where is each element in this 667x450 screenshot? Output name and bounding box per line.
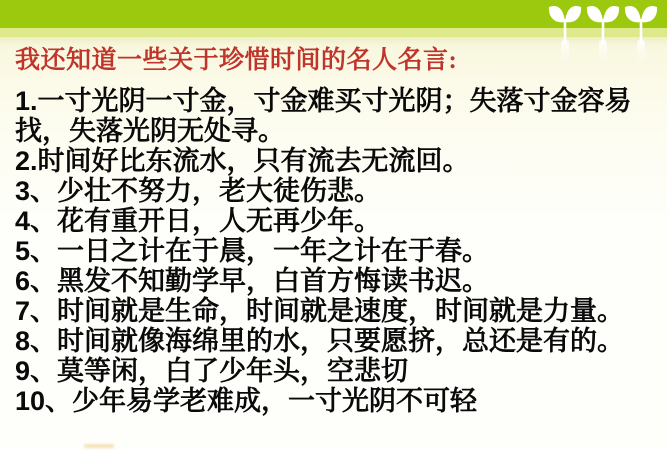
quote-line: 5、一日之计在于晨，一年之计在于春。 <box>15 236 490 266</box>
quote-line: 8、时间就像海绵里的水，只要愿挤，总还是有的。 <box>15 326 625 356</box>
seedling-stem-trail <box>637 40 645 64</box>
quote-line: 1.一寸光阴一寸金，寸金难买寸光阴；失落寸金容易 <box>15 86 632 116</box>
quote-line: 10、少年易学老难成，一寸光阴不可轻 <box>15 386 478 416</box>
quote-line: 找，失落光阴无处寻。 <box>15 116 285 146</box>
quote-line: 6、黑发不知勤学早，白首方悔读书迟。 <box>15 266 490 296</box>
seedling-stem-trail <box>599 40 607 64</box>
seedling-icon <box>623 2 659 64</box>
seedling-icon <box>585 2 621 64</box>
cutoff-text-artifact <box>84 444 114 448</box>
seedling-stem-trail <box>561 40 569 64</box>
quote-line: 4、花有重开日，人无再少年。 <box>15 206 382 236</box>
quote-line: 7、时间就是生命，时间就是速度，时间就是力量。 <box>15 296 625 326</box>
quote-line: 3、少壮不努力，老大徒伤悲。 <box>15 176 382 206</box>
page-title: 我还知道一些关于珍惜时间的名人名言: <box>15 47 458 74</box>
quote-list <box>15 86 665 416</box>
quote-line: 9、莫等闲，白了少年头，空悲切 <box>15 356 409 386</box>
seedling-icon <box>547 2 583 64</box>
quote-line: 2.时间好比东流水，只有流去无流回。 <box>15 146 470 176</box>
